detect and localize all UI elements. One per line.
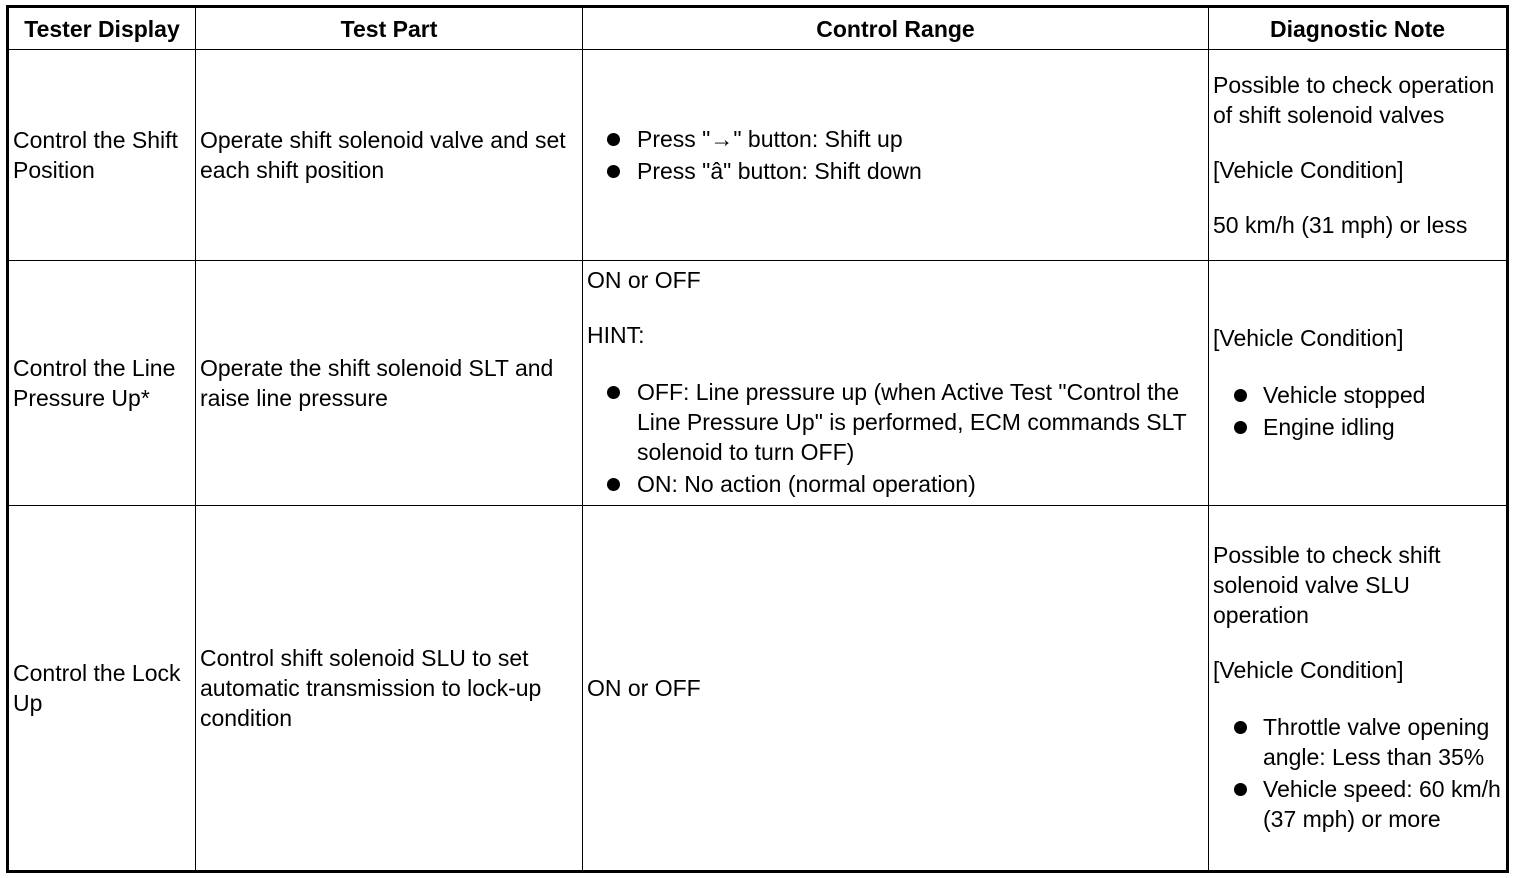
active-test-table: [6, 5, 1509, 873]
diagnostic-intro: Possible to check shift solenoid valve SLU operation: [1213, 542, 1441, 628]
test-part-cell: Control shift solenoid SLU to set automatic transmission to lock-up condition: [196, 506, 583, 872]
table-row: [8, 50, 1508, 261]
table-row: [8, 506, 1508, 872]
header-control-range: Control Range: [583, 7, 1209, 50]
diagnostic-intro: Possible to check operation of shift solenoid valves: [1213, 72, 1495, 128]
vehicle-condition-label: [Vehicle Condition]: [1213, 657, 1404, 683]
header-row: [8, 7, 1508, 50]
list-item: Vehicle stopped: [1213, 380, 1502, 410]
table-row: [8, 261, 1508, 506]
list-item: Engine idling: [1213, 412, 1502, 442]
control-range-cell: ON or OFF: [583, 506, 1209, 872]
header-test-part: Test Part: [196, 7, 583, 50]
list-item: OFF: Line pressure up (when Active Test "Control the Line Pressure Up" is performed, ECM commands SLT solenoid to turn OFF): [587, 377, 1204, 467]
control-range-list: [587, 124, 1204, 186]
hint-label: HINT:: [587, 322, 645, 348]
tester-display-cell: Control the Line Pressure Up*: [8, 261, 196, 506]
test-part-cell: Operate shift solenoid valve and set each shift position: [196, 50, 583, 261]
control-range-cell: [583, 50, 1209, 261]
vehicle-condition-label: [Vehicle Condition]: [1213, 157, 1404, 183]
diagnostic-note-cell: [1209, 261, 1508, 506]
list-item: Press "→" button: Shift up: [587, 124, 1204, 154]
list-item: Press "â" button: Shift down: [587, 156, 1204, 186]
diagnostic-note-cell: [1209, 506, 1508, 872]
test-part-cell: Operate the shift solenoid SLT and raise line pressure: [196, 261, 583, 506]
header-diagnostic-note: Diagnostic Note: [1209, 7, 1508, 50]
tester-display-cell: Control the Lock Up: [8, 506, 196, 872]
diagnostic-note-cell: [1209, 50, 1508, 261]
header-tester-display: Tester Display: [8, 7, 196, 50]
list-item: ON: No action (normal operation): [587, 469, 1204, 499]
control-range-list: [587, 377, 1204, 499]
vehicle-condition-value: 50 km/h (31 mph) or less: [1213, 212, 1468, 238]
vehicle-condition-label: [Vehicle Condition]: [1213, 324, 1404, 351]
control-range-cell: [583, 261, 1209, 506]
control-range-value: ON or OFF: [587, 267, 701, 293]
vehicle-condition-list: [1213, 380, 1502, 442]
list-item: Vehicle speed: 60 km/h (37 mph) or more: [1213, 774, 1502, 834]
tester-display-cell: Control the Shift Position: [8, 50, 196, 261]
list-item: Throttle valve opening angle: Less than 35%: [1213, 712, 1502, 772]
vehicle-condition-list: [1213, 712, 1502, 834]
